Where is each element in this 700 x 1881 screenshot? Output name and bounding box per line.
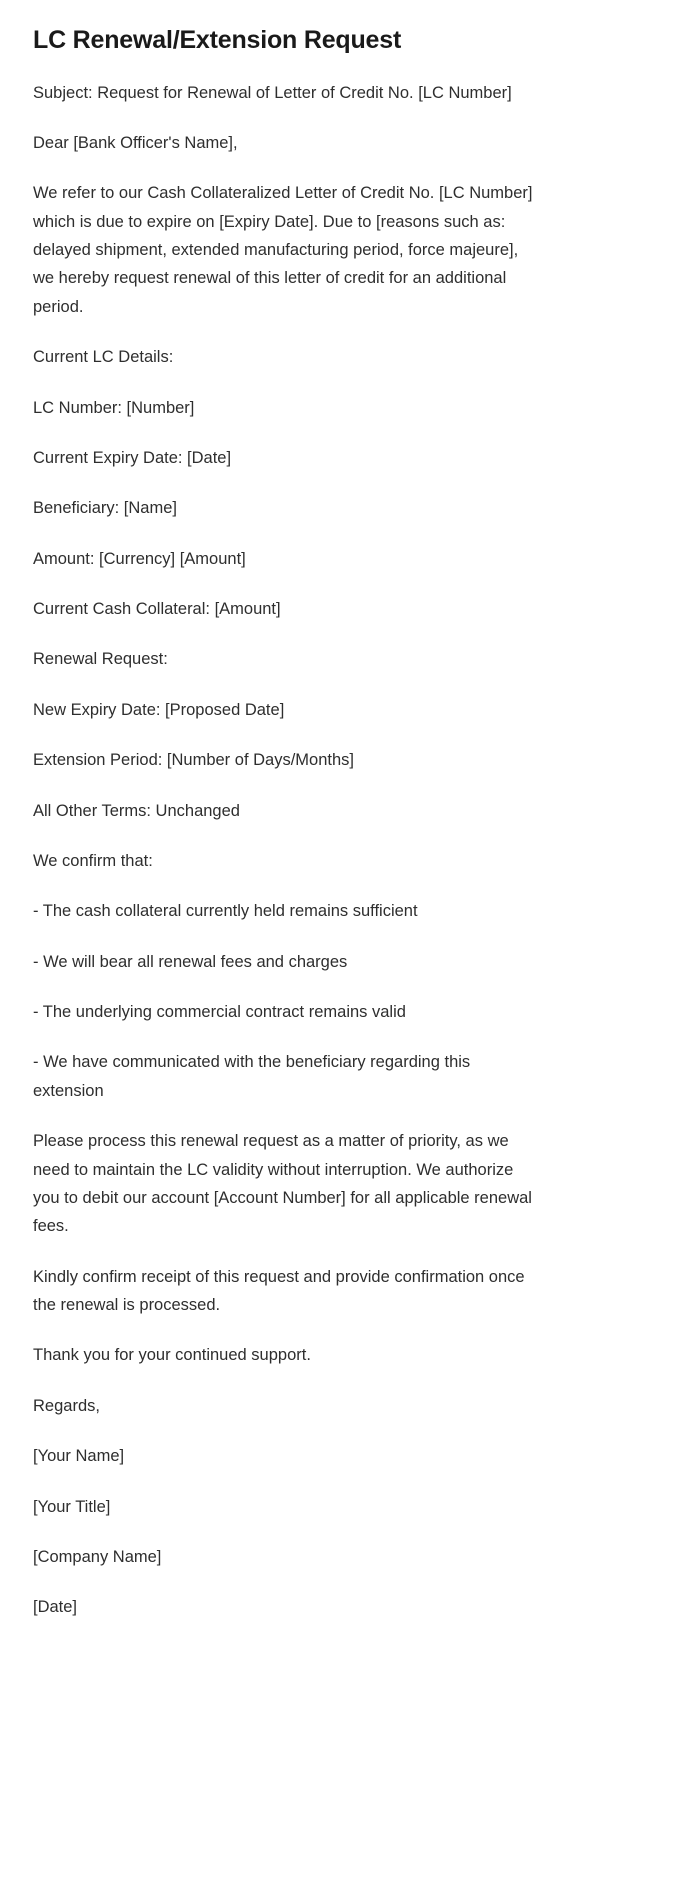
document-paragraph: All Other Terms: Unchanged [33, 801, 240, 820]
document-paragraph: - We have communicated with the beneficiary regarding this extension [33, 1053, 471, 1100]
document-paragraph: We confirm that: [33, 851, 153, 870]
document-paragraph: Thank you for your continued support. [33, 1346, 311, 1365]
document-paragraph: Dear [Bank Officer's Name], [33, 133, 238, 152]
document-paragraph: Regards, [33, 1396, 100, 1415]
document-paragraph: Current Cash Collateral: [Amount] [33, 600, 281, 618]
document-paragraph: - The cash collateral currently held remains sufficient [33, 902, 418, 921]
document-paragraph: [Date] [33, 1598, 78, 1617]
document-paragraph: Amount: [Currency] [Amount] [33, 549, 246, 568]
page-title: LC Renewal/Extension Request [33, 26, 402, 54]
document-paragraph: New Expiry Date: [Proposed Date] [33, 700, 285, 719]
document-paragraph: LC Number: [Number] [33, 398, 195, 417]
document-paragraph: Current Expiry Date: [Date] [33, 448, 232, 467]
document-paragraph: Kindly confirm receipt of this request and provide confirmation once the renewal is processed. [33, 1267, 525, 1314]
document-paragraph: Beneficiary: [Name] [33, 499, 177, 518]
document-paragraph: - We will bear all renewal fees and charges [33, 952, 348, 971]
document-paragraph: Subject: Request for Renewal of Letter of Credit No. [LC Number] [33, 83, 512, 102]
document-paragraph: [Your Name] [33, 1447, 125, 1466]
document-paragraph: Renewal Request: [33, 650, 168, 669]
document-paragraph: Current LC Details: [33, 348, 174, 367]
document-paragraph: Please process this renewal request as a matter of priority, as we need to maintain the LC validity without interruption. We authorize you to debit our account [Account Number] for all applicable renewal fees. [33, 1132, 532, 1236]
document-paragraph: We refer to our Cash Collateralized Letter of Credit No. [LC Number] which is due to expire on [Expiry Date]. Due to [reasons such as: delayed shipment, extended manufacturing period, force majeure], we hereby request renewal of this letter of credit for an additional period. [33, 184, 533, 316]
document-paragraph: Extension Period: [Number of Days/Months] [33, 751, 354, 770]
document-paragraph: [Company Name] [33, 1547, 162, 1566]
document-paragraph: [Your Title] [33, 1497, 111, 1516]
document-paragraph: - The underlying commercial contract remains valid [33, 1003, 406, 1021]
